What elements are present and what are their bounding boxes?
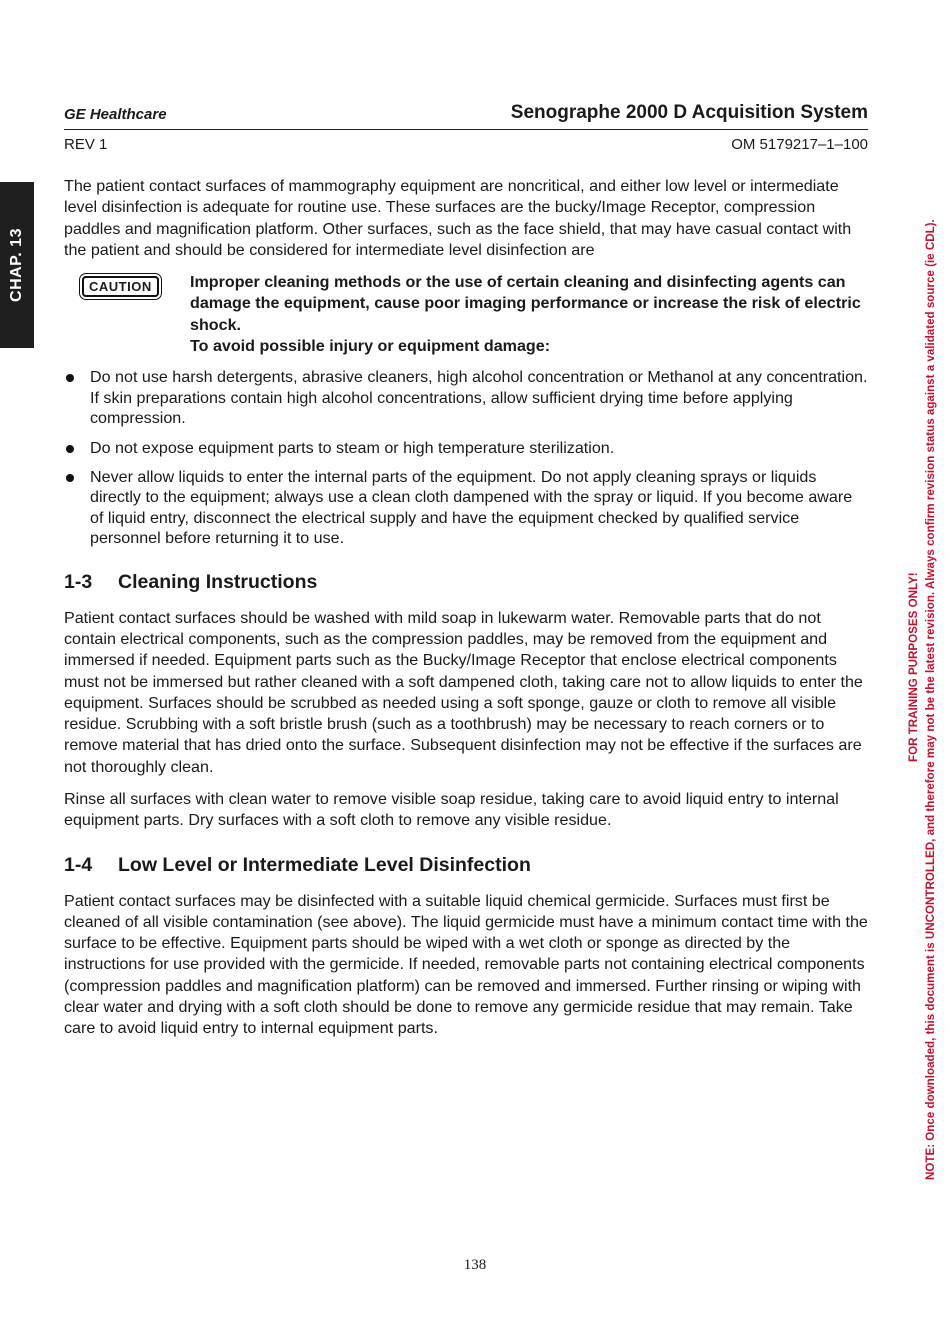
revision-label: REV 1 xyxy=(64,136,108,153)
section-heading-disinfection xyxy=(64,854,869,877)
training-notice: FOR TRAINING PURPOSES ONLY! xyxy=(907,572,920,762)
main-content xyxy=(64,176,869,1051)
precautions-list xyxy=(64,367,869,548)
side-disclaimer xyxy=(905,160,939,1180)
bullet-icon xyxy=(66,374,74,382)
header-product-title: Senographe 2000 D Acquisition System xyxy=(510,102,868,123)
caution-icon: CAUTION xyxy=(82,276,159,297)
bullet-icon xyxy=(66,445,74,453)
section-number: 1-4 xyxy=(64,853,93,876)
header-company: GE Healthcare xyxy=(64,106,167,123)
chapter-tab xyxy=(0,182,34,348)
list-item: Do not expose equipment parts to steam or high temperature sterilization. xyxy=(64,438,869,458)
disinfection-paragraph: Patient contact surfaces may be disinfected with a suitable liquid chemical germicide. Surfaces must first be cleaned of all visible contamination (see above). The liquid germicide must have a minimum contact time with the surface to be effective. Equipment parts should be wiped with a wet cloth or sponge as directed by the instructions for use provided with the germicide. If needed, removable parts not containing electrical components (compression paddles and magnification platform) can be removed and immersed. Further rinsing or wiping with clear water and drying with a soft cloth should be done to remove any germicide residue that may remain. Take care to avoid liquid entry to internal equipment parts. xyxy=(64,891,868,1038)
cleaning-paragraph: Patient contact surfaces should be washed with mild soap in lukewarm water. Removable parts that do not contain electrical components, such as the compression paddles, may be removed from the equipment and immersed if needed. Equipment parts such as the Bucky/Image Receptor that enclose electrical components must not be immersed but rather cleaned with a soft dampened cloth, taking care not to allow liquids to enter the equipment. Surfaces should be scrubbed as needed using a soft sponge, gauze or cloth to remove all visible residue. Scrubbing with a soft bristle brush (such as a toothbrush) may be necessary to reach corners or to remove material that has dried onto the surface. Subsequent disinfection may not be effective if the surfaces are not thoroughly clean. xyxy=(64,608,863,776)
section-number: 1-3 xyxy=(64,570,93,593)
caution-text xyxy=(190,272,869,357)
uncontrolled-note: NOTE: Once downloaded, this document is UNCONTROLLED, and therefore may not be the latest revision. Always confirm revision status against a validated source (ie CDL). xyxy=(924,219,937,1180)
document-number: OM 5179217–1–100 xyxy=(731,136,868,153)
intro-paragraph: The patient contact surfaces of mammography equipment are noncritical, and either low level or intermediate level disinfection is adequate for routine use. These surfaces are the bucky/Image Receptor, compression paddles and magnification platform. Other surfaces, such as the face shield, that may have casual contact with the patient and should be considered for intermediate level disinfection are xyxy=(64,177,852,259)
caution-warning: Improper cleaning methods or the use of certain cleaning and disinfecting agents can damage the equipment, cause poor imaging performance or increase the risk of electric shock. xyxy=(190,273,861,334)
list-item: Do not use harsh detergents, abrasive cleaners, high alcohol concentration or Methanol at any concentration. If skin preparations contain high alcohol concentrations, allow sufficient drying time before applying compression. xyxy=(64,367,869,428)
page-number: 138 xyxy=(463,1257,487,1273)
list-item: Never allow liquids to enter the internal parts of the equipment. Do not apply cleaning sprays or liquids directly to the equipment; always use a clean cloth dampened with the spray or liquid. If you become aware of liquid entry, disconnect the electrical supply and have the equipment checked by qualified service personnel before returning it to use. xyxy=(64,467,869,549)
caution-instruction: To avoid possible injury or equipment damage: xyxy=(190,337,551,356)
caution-block xyxy=(64,272,869,357)
header-divider xyxy=(64,129,868,130)
chapter-tab-label: CHAP. 13 xyxy=(8,228,25,302)
section-title: Low Level or Intermediate Level Disinfection xyxy=(118,853,531,876)
bullet-icon xyxy=(66,474,74,482)
section-title: Cleaning Instructions xyxy=(118,570,318,593)
section-heading-cleaning xyxy=(64,571,869,594)
rinse-paragraph: Rinse all surfaces with clean water to remove visible soap residue, taking care to avoid liquid entry to internal equipment parts. Dry surfaces with a soft cloth to remove any visible residue. xyxy=(64,790,839,830)
